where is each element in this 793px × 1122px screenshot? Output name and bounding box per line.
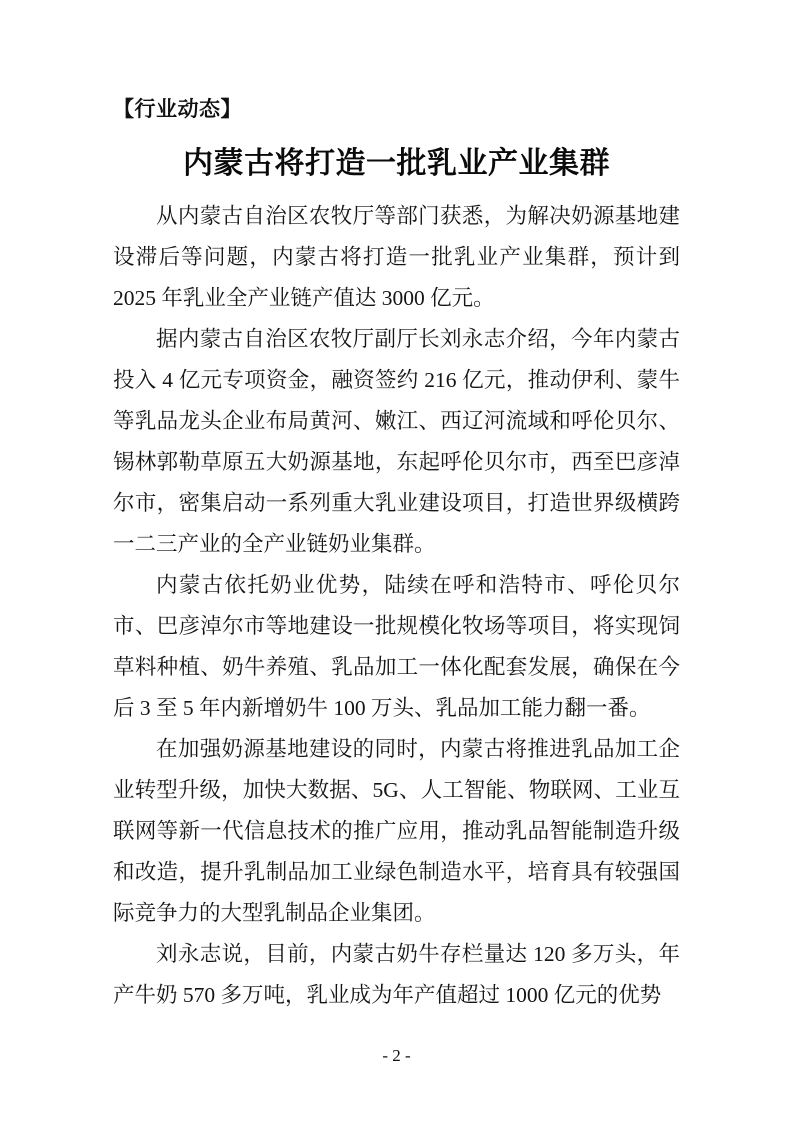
paragraph-3: 内蒙古依托奶业优势，陆续在呼和浩特市、呼伦贝尔市、巴彦淖尔市等地建设一批规模化牧场等项目，将实现饲草料种植、奶牛养殖、乳品加工一体化配套发展，确保在今后 3 至 5 年内新增奶牛 100 万头、乳品加工能力翻一番。 [113, 573, 680, 720]
page-number: - 2 - [382, 1046, 411, 1065]
article-body [113, 196, 680, 1016]
article-title: 内蒙古将打造一批乳业产业集群 [183, 147, 610, 180]
paragraph-4: 在加强奶源基地建设的同时，内蒙古将推进乳品加工企业转型升级，加快大数据、5G、人工智能、物联网、工业互联网等新一代信息技术的推广应用，推动乳品智能制造升级和改造，提升乳制品加工业绿色制造水平，培育具有较强国际竞争力的大型乳制品企业集团。 [113, 737, 680, 925]
paragraph-2: 据内蒙古自治区农牧厅副厅长刘永志介绍，今年内蒙古投入 4 亿元专项资金，融资签约 216 亿元，推动伊利、蒙牛等乳品龙头企业布局黄河、嫩江、西辽河流域和呼伦贝尔、锡林郭勒草原五大奶源基地，东起呼伦贝尔市，西至巴彦淖尔市，密集启动一系列重大乳业建设项目，打造世界级横跨一二三产业的全产业链奶业集群。 [113, 327, 680, 556]
paragraph-5: 刘永志说，目前，内蒙古奶牛存栏量达 120 多万头，年产牛奶 570 多万吨，乳业成为年产值超过 1000 亿元的优势 [113, 942, 680, 1007]
paragraph-1: 从内蒙古自治区农牧厅等部门获悉，为解决奶源基地建设滞后等问题，内蒙古将打造一批乳业产业集群，预计到 2025 年乳业全产业链产值达 3000 亿元。 [113, 204, 680, 310]
section-header: 【行业动态】 [113, 98, 242, 121]
